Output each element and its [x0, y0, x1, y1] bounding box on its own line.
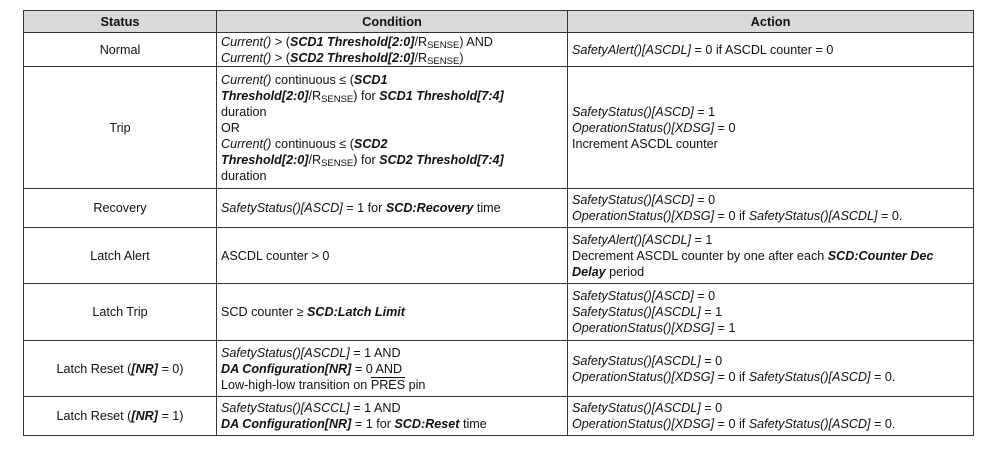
- action-cell: [568, 284, 974, 341]
- status-cell: [24, 397, 217, 436]
- cell-line: [221, 345, 563, 361]
- action-cell: [568, 397, 974, 436]
- text-run: SENSE: [427, 55, 460, 67]
- status-label: Trip: [109, 120, 131, 135]
- condition-cell: [217, 189, 568, 228]
- text-run: = 0: [714, 120, 736, 135]
- text-run: Current(): [221, 72, 272, 87]
- cell-line: [221, 34, 563, 50]
- text-run: SafetyStatus()[ASCDL]: [221, 345, 350, 360]
- text-run: ) AND: [459, 34, 493, 49]
- text-run: OperationStatus()[XDSG]: [572, 369, 715, 384]
- text-run: PRES: [370, 377, 406, 392]
- text-run: /R: [308, 88, 322, 103]
- status-label: [56, 409, 183, 423]
- condition-cell: [217, 67, 568, 189]
- text-run: Latch Reset (: [56, 409, 132, 423]
- cell-line: [221, 152, 563, 168]
- cell-line: [221, 304, 563, 320]
- cell-line: [221, 200, 563, 216]
- cell-line: [221, 104, 563, 120]
- cell-line: [221, 377, 563, 393]
- text-run: SENSE: [321, 157, 354, 169]
- cell-line: [572, 288, 969, 304]
- text-run: OperationStatus()[XDSG]: [572, 209, 715, 223]
- text-run: SafetyStatus()[ASCCL]: [221, 401, 350, 415]
- header-condition: Condition: [217, 11, 568, 33]
- condition-cell: [217, 397, 568, 436]
- text-run: Increment ASCDL counter: [572, 136, 718, 151]
- cell-line: [221, 120, 563, 136]
- text-run: Threshold[2:0]: [221, 152, 309, 167]
- condition-cell: [217, 284, 568, 341]
- row-recovery: [24, 189, 974, 228]
- cell-line: [221, 136, 563, 152]
- text-run: SafetyStatus()[ASCD]: [221, 201, 343, 215]
- cell-line: [572, 208, 969, 224]
- cell-line: [572, 400, 969, 416]
- condition-cell: [217, 33, 568, 67]
- row-latch-reset-nr1: [24, 397, 974, 436]
- text-run: SCD2 Threshold[7:4]: [379, 152, 504, 167]
- text-run: SENSE: [427, 39, 460, 51]
- row-normal: [24, 33, 974, 67]
- text-run: OperationStatus()[XDSG]: [572, 321, 715, 335]
- text-run: SafetyAlert()[ASCDL]: [572, 42, 691, 57]
- cell-line: [572, 248, 969, 264]
- text-run: = 0 if: [714, 209, 749, 223]
- text-run: = 0.: [870, 369, 896, 384]
- status-cell: [24, 228, 217, 284]
- status-cell: [24, 189, 217, 228]
- text-run: Current(): [221, 136, 272, 151]
- cell-line: [221, 168, 563, 184]
- text-run: continuous ≤ (: [271, 72, 354, 87]
- text-run: = 1 AND: [349, 401, 401, 415]
- text-run: = 0.: [870, 417, 896, 431]
- text-run: period: [605, 264, 645, 279]
- status-cell: [24, 33, 217, 67]
- text-run: Delay: [572, 264, 606, 279]
- row-latch-trip: [24, 284, 974, 341]
- text-run: SafetyStatus()[ASCD]: [748, 417, 871, 431]
- text-run: /R: [308, 152, 322, 167]
- text-run: SafetyStatus()[ASCDL]: [748, 209, 878, 223]
- text-run: = 0: [700, 401, 723, 415]
- text-run: ASCDL counter > 0: [221, 248, 330, 263]
- action-cell: [568, 189, 974, 228]
- text-run: = 1: [714, 321, 736, 335]
- text-run: Current(): [221, 50, 272, 65]
- text-run: time: [459, 417, 487, 431]
- status-cell: [24, 341, 217, 397]
- status-label: Latch Trip: [92, 305, 148, 319]
- text-run: DA Configuration[NR]: [221, 417, 352, 431]
- text-run: SCD:Latch Limit: [307, 305, 405, 319]
- status-label: Latch Alert: [90, 248, 150, 263]
- text-run: /R: [414, 34, 428, 49]
- text-run: = 0.: [877, 209, 903, 223]
- text-run: Latch Reset (: [56, 361, 132, 376]
- text-run: = 1 AND: [349, 345, 401, 360]
- text-run: SCD:Counter Dec: [827, 248, 934, 263]
- text-run: ): [459, 50, 464, 65]
- cell-line: [572, 264, 969, 280]
- cell-line: [221, 72, 563, 88]
- text-run: SCD2 Threshold[2:0]: [289, 50, 415, 65]
- condition-cell: [217, 341, 568, 397]
- text-run: = 1: [700, 305, 723, 319]
- text-run: SCD1: [353, 72, 388, 87]
- row-latch-alert: [24, 228, 974, 284]
- text-run: = 1: [690, 232, 713, 247]
- status-cell: [24, 284, 217, 341]
- cell-line: [572, 416, 969, 432]
- text-run: duration: [221, 104, 267, 119]
- text-run: = 1): [157, 409, 184, 423]
- text-run: DA Configuration[NR]: [221, 361, 352, 376]
- text-run: OR: [221, 120, 240, 135]
- text-run: = 0: [700, 353, 723, 368]
- text-run: SCD counter ≥: [221, 305, 308, 319]
- header-action: Action: [568, 11, 974, 33]
- text-run: SCD2: [353, 136, 388, 151]
- cell-line: [572, 320, 969, 336]
- action-cell: [568, 341, 974, 397]
- text-run: = 0): [157, 361, 184, 376]
- cell-line: [572, 232, 969, 248]
- text-run: = 0: [693, 193, 716, 207]
- text-run: SafetyStatus()[ASCD]: [748, 369, 871, 384]
- cell-line: [572, 304, 969, 320]
- text-run: = 0 AND: [351, 361, 403, 376]
- text-run: SafetyStatus()[ASCD]: [572, 193, 694, 207]
- text-run: = 0: [693, 289, 716, 303]
- condition-cell: [217, 228, 568, 284]
- text-run: Current(): [221, 34, 272, 49]
- cell-line: [572, 120, 969, 136]
- status-cell: [24, 67, 217, 189]
- text-run: duration: [221, 168, 267, 183]
- row-trip: [24, 67, 974, 189]
- text-run: continuous ≤ (: [271, 136, 354, 151]
- text-run: [NR]: [131, 361, 158, 376]
- text-run: > (: [271, 50, 290, 65]
- text-run: [NR]: [131, 409, 158, 423]
- text-run: ) for: [353, 88, 380, 103]
- status-label: Recovery: [93, 201, 147, 215]
- status-label: [56, 362, 183, 376]
- text-run: SafetyStatus()[ASCDL]: [572, 305, 701, 319]
- text-run: = 0 if: [714, 417, 749, 431]
- header-row: [24, 11, 974, 33]
- text-run: SCD1 Threshold[2:0]: [289, 34, 415, 49]
- text-run: ) for: [353, 152, 380, 167]
- scd-protection-table-container: [23, 10, 974, 436]
- text-run: = 0 if ASCDL counter = 0: [690, 42, 834, 57]
- cell-line: [221, 361, 563, 377]
- scd-protection-table: [23, 10, 974, 436]
- text-run: SENSE: [321, 93, 354, 105]
- text-run: = 1 for: [351, 417, 395, 431]
- action-cell: [568, 67, 974, 189]
- header-status: Status: [24, 11, 217, 33]
- cell-line: [221, 248, 563, 264]
- text-run: Decrement ASCDL counter by one after each: [572, 248, 828, 263]
- cell-line: [572, 42, 969, 58]
- text-run: Low-high-low transition on: [221, 377, 371, 392]
- text-run: = 0 if: [714, 369, 749, 384]
- text-run: SCD:Recovery: [385, 201, 474, 215]
- cell-line: [572, 369, 969, 385]
- cell-line: [221, 88, 563, 104]
- cell-line: [221, 400, 563, 416]
- action-cell: [568, 33, 974, 67]
- text-run: SafetyStatus()[ASCDL]: [572, 401, 701, 415]
- cell-line: [572, 192, 969, 208]
- cell-line: [572, 104, 969, 120]
- cell-line: [221, 50, 563, 66]
- cell-line: [572, 136, 969, 152]
- text-run: OperationStatus()[XDSG]: [572, 417, 715, 431]
- text-run: /R: [414, 50, 428, 65]
- action-cell: [568, 228, 974, 284]
- text-run: pin: [405, 377, 426, 392]
- status-label: Normal: [99, 42, 141, 57]
- text-run: SafetyStatus()[ASCD]: [572, 289, 694, 303]
- text-run: SCD1 Threshold[7:4]: [379, 88, 504, 103]
- text-run: SafetyAlert()[ASCDL]: [572, 232, 691, 247]
- text-run: OperationStatus()[XDSG]: [572, 120, 715, 135]
- text-run: SafetyStatus()[ASCDL]: [572, 353, 701, 368]
- text-run: time: [473, 201, 501, 215]
- row-latch-reset-nr0: [24, 341, 974, 397]
- text-run: Threshold[2:0]: [221, 88, 309, 103]
- cell-line: [572, 353, 969, 369]
- text-run: = 1 for: [342, 201, 386, 215]
- text-run: SafetyStatus()[ASCD]: [572, 104, 694, 119]
- text-run: > (: [271, 34, 290, 49]
- cell-line: [221, 416, 563, 432]
- text-run: = 1: [693, 104, 716, 119]
- text-run: SCD:Reset: [394, 417, 460, 431]
